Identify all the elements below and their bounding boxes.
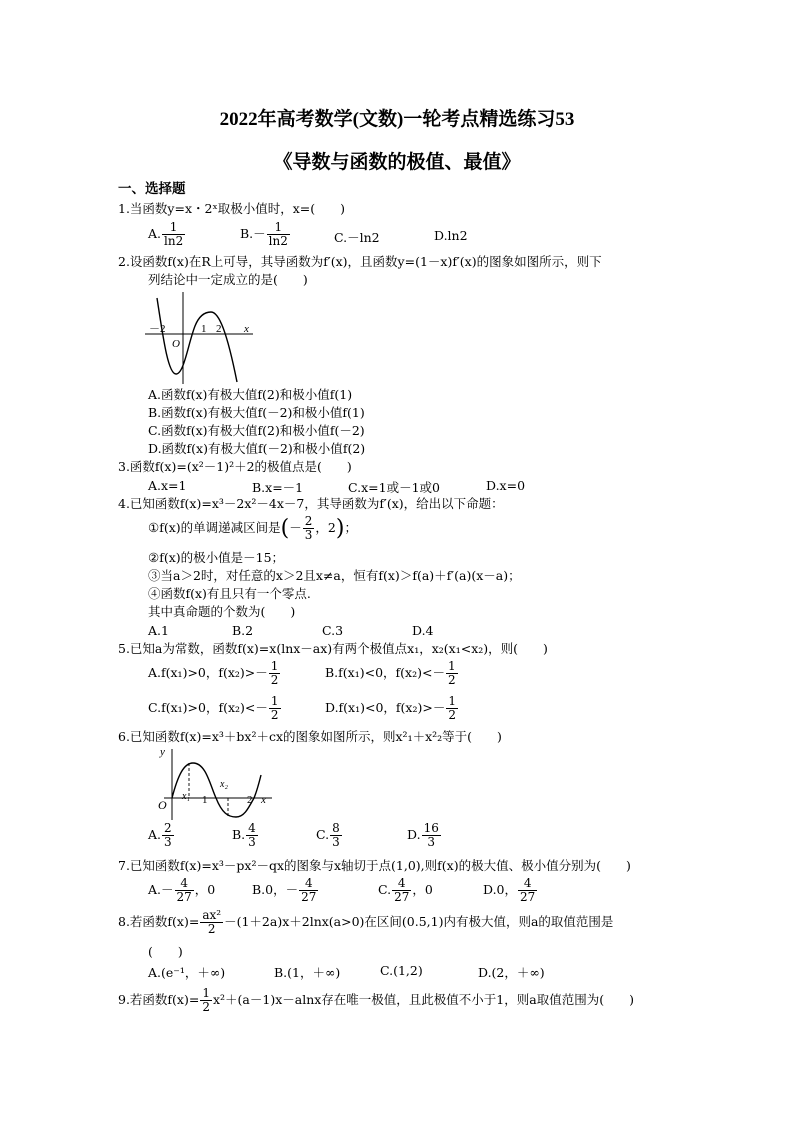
question-2-stem: 2.设函数f(x)在R上可导，其导函数为f′(x)，且函数y=(1－x)f′(x)的图象如图所示，则下 [118, 254, 602, 269]
question-7-option-c: C. $\frac{4}{27}$ ，0 [378, 876, 433, 904]
label-x1: x₁ [182, 791, 190, 802]
question-6-stem: 6.已知函数f(x)=x³＋bx²＋cx的图象如图所示，则x²₁＋x²₂等于( ) [118, 729, 502, 744]
question-5-option-d: D.f(x₁)<0，f(x₂)>－ $\frac{1}{2}$ [325, 694, 456, 722]
question-5-option-a: A.f(x₁)>0，f(x₂)>－ $\frac{1}{2}$ [148, 659, 279, 687]
question-5-option-c: C.f(x₁)>0，f(x₂)<－ $\frac{1}{2}$ [148, 694, 279, 722]
question-2-option-b: B.函数f(x)有极大值f(－2)和极小值f(1) [148, 405, 365, 420]
question-3-stem: 3.函数f(x)=(x²－1)²＋2的极值点是( ) [118, 459, 352, 474]
question-2-graph [143, 292, 258, 384]
question-4-proposition-1: ①f(x)的单调递减区间是(－ $\frac{2}{3}$ ，2)； [148, 514, 357, 542]
label-1: 1 [201, 323, 207, 335]
question-4-option-c: C.3 [322, 623, 344, 638]
label-origin: O [172, 338, 180, 350]
question-8-option-d: D.(2，＋∞) [478, 965, 545, 980]
question-6-option-d: D. $\frac{16}{3}$ [407, 821, 439, 849]
question-4-option-b: B.2 [232, 623, 254, 638]
question-2-option-c: C.函数f(x)有极大值f(2)和极小值f(－2) [148, 423, 365, 438]
question-2-option-a: A.函数f(x)有极大值f(2)和极小值f(1) [148, 387, 353, 402]
question-8-option-a: A.(e⁻¹，＋∞) [148, 965, 226, 980]
label-2: 2 [247, 794, 253, 806]
question-3-option-b: B.x=－1 [252, 480, 304, 495]
label-x: x [244, 323, 249, 335]
label-origin: O [158, 798, 167, 812]
question-5-stem: 5.已知a为常数，函数f(x)=x(lnx－ax)有两个极值点x₁，x₂(x₁<x₂)，则( ) [118, 641, 548, 656]
question-1-option-b: B.－ $\frac{1}{\ln 2}$ [240, 220, 288, 248]
question-3-option-a: A.x=1 [148, 478, 187, 493]
label-x2: x₂ [220, 779, 228, 790]
question-7-option-a: A.－ $\frac{4}{27}$ ，0 [148, 876, 216, 904]
question-7-stem: 7.已知函数f(x)=x³－px²－qx的图象与x轴切于点(1,0),则f(x)的极大值、极小值分别为( ) [118, 858, 631, 873]
question-9-stem: 9.若函数f(x)= $\frac{1}{2}$ x²＋(a－1)x－alnx存在唯一极值，且此极值不小于1，则a取值范围为( ) [118, 986, 634, 1014]
question-6-option-c: C. $\frac{8}{3}$ [316, 821, 340, 849]
label-neg2: －2 [149, 323, 166, 335]
question-6-option-b: B. $\frac{4}{3}$ [232, 821, 256, 849]
curve [157, 298, 237, 382]
label-x: x [261, 794, 266, 806]
document-title: 2022年高考数学(文数)一轮考点精选练习53 [219, 109, 575, 130]
question-1-option-c: C.－ln2 [334, 230, 380, 245]
question-4-option-d: D.4 [412, 623, 434, 638]
question-1-option-a: A. $\frac{1}{\ln 2}$ [148, 220, 184, 248]
question-7-option-d: D.0， $\frac{4}{27}$ [483, 876, 536, 904]
question-8-option-b: B.(1，＋∞) [274, 965, 341, 980]
question-3-option-d: D.x=0 [486, 478, 526, 493]
document-subtitle: 《导数与函数的极值、最值》 [273, 152, 521, 173]
question-4-proposition-2: ②f(x)的极小值是－15； [148, 550, 285, 565]
question-3-option-c: C.x=1或－1或0 [348, 480, 440, 495]
question-2-option-d: D.函数f(x)有极大值f(－2)和极小值f(2) [148, 441, 366, 456]
question-1-stem: 1.当函数y=x・2ˣ取极小值时，x=( ) [118, 201, 346, 216]
question-4-stem: 4.已知函数f(x)=x³－2x²－4x－7，其导函数为f′(x)，给出以下命题： [118, 496, 504, 511]
question-7-option-b: B.0，－ $\frac{4}{27}$ [252, 876, 317, 904]
question-8-option-c: C.(1,2) [380, 963, 423, 978]
question-2-stem-cont: 列结论中一定成立的是( ) [148, 272, 308, 287]
question-1-option-d: D.ln2 [434, 228, 468, 243]
question-8-paren: ( ) [148, 944, 183, 959]
curve [172, 763, 261, 817]
question-6-graph [144, 745, 274, 820]
label-2: 2 [216, 323, 222, 335]
question-4-ask: 其中真命题的个数为( ) [148, 604, 296, 619]
question-4-option-a: A.1 [148, 623, 169, 638]
question-4-proposition-3: ③当a＞2时，对任意的x＞2且x≠a，恒有f(x)＞f(a)＋f′(a)(x－a)； [148, 568, 521, 583]
label-1: 1 [202, 794, 208, 806]
section-heading: 一、选择题 [118, 181, 186, 197]
question-8-stem: 8.若函数f(x)= $\frac{\text{ax²}}{2}$ －(1＋2a)x＋2lnx(a>0)在区间(0.5,1)内有极大值，则a的取值范围是 [118, 908, 614, 936]
question-4-proposition-4: ④函数f(x)有且只有一个零点. [148, 586, 311, 601]
label-y: y [160, 746, 165, 758]
question-6-option-a: A. $\frac{2}{3}$ [148, 821, 172, 849]
question-5-option-b: B.f(x₁)<0，f(x₂)<－ $\frac{1}{2}$ [325, 659, 456, 687]
